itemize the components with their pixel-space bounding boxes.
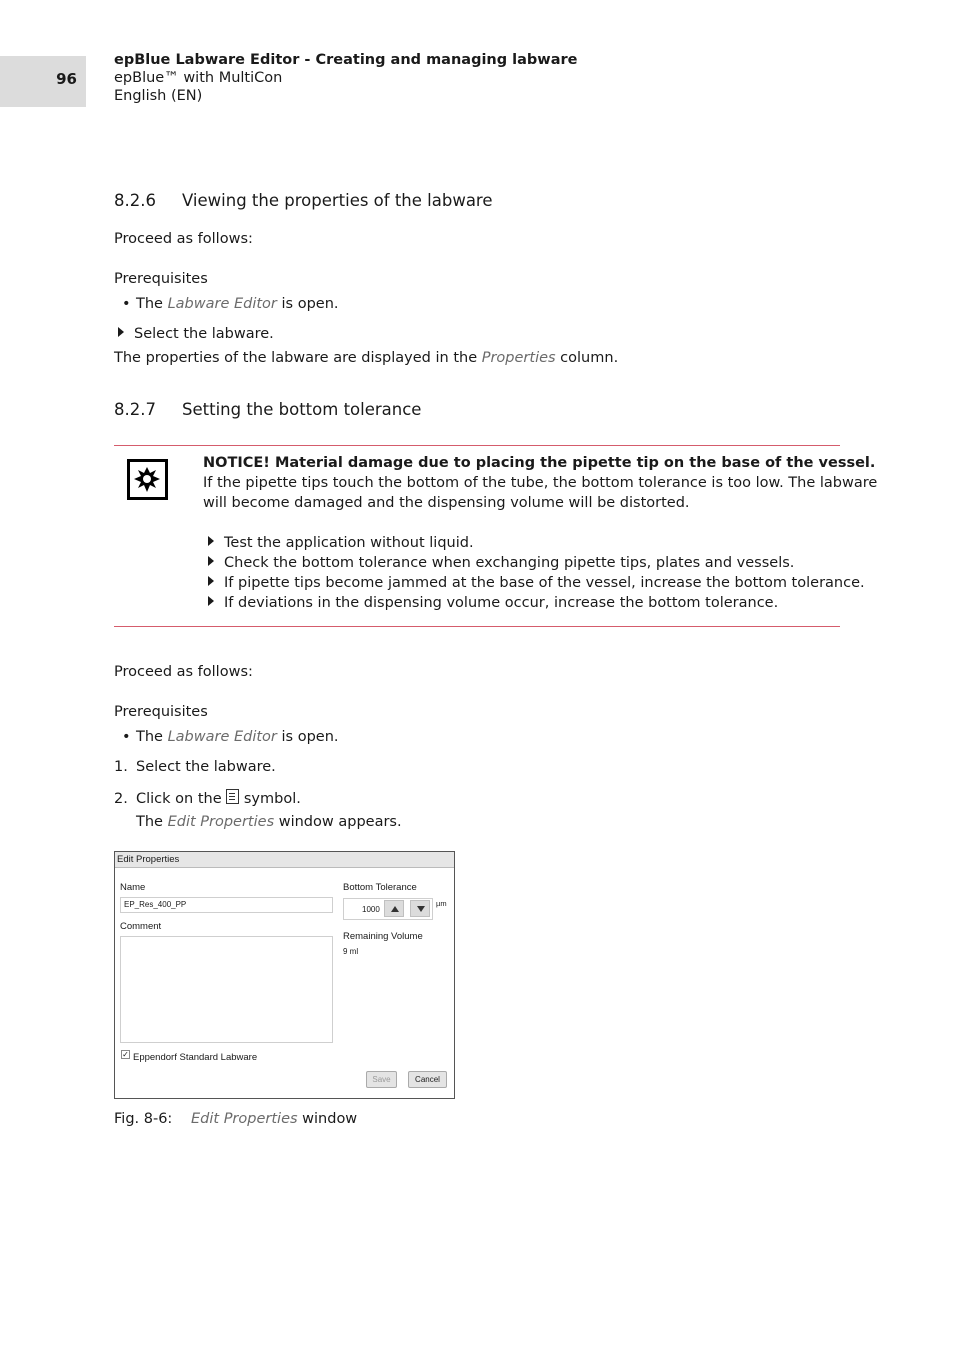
notice-text-line2: will become damaged and the dispensing volume will be distorted.: [203, 495, 690, 511]
triangle-bullet-icon: [208, 576, 214, 586]
bottom-tolerance-label: Bottom Tolerance: [343, 882, 417, 893]
edit-properties-window: [114, 851, 455, 1099]
notice-text-line1: If the pipette tips touch the bottom of the tube, the bottom tolerance is too low. The labware: [203, 475, 878, 491]
section-title: Viewing the properties of the labware: [182, 191, 493, 210]
notice-action: If pipette tips become jammed at the base of the vessel, increase the bottom tolerance.: [208, 575, 865, 591]
section-heading-826: [114, 191, 493, 210]
notice-action: Test the application without liquid.: [208, 535, 474, 551]
triangle-bullet-icon: [118, 327, 124, 337]
standard-labware-checkbox[interactable]: ✓: [122, 1050, 129, 1059]
standard-labware-label: Eppendorf Standard Labware: [133, 1052, 258, 1063]
cancel-button[interactable]: Cancel: [408, 1071, 447, 1088]
action-step: Select the labware.: [118, 326, 274, 342]
increase-button[interactable]: [384, 900, 404, 917]
step-result: The Edit Properties window appears.: [136, 814, 402, 830]
section-heading-827: [114, 400, 421, 419]
figure-number: Fig. 8-6:: [114, 1111, 173, 1127]
section-number: 8.2.6: [114, 191, 156, 210]
triangle-bullet-icon: [208, 596, 214, 606]
save-button[interactable]: Save: [366, 1071, 397, 1088]
prerequisites-label: Prerequisites: [114, 271, 208, 287]
remaining-volume-value: 9 ml: [343, 947, 359, 956]
bottom-tolerance-input[interactable]: 1000: [343, 898, 433, 920]
unit-label: µm: [436, 899, 447, 908]
triangle-bullet-icon: [208, 556, 214, 566]
result-text: The properties of the labware are displayed in the Properties column.: [114, 350, 619, 366]
decrease-button[interactable]: [410, 900, 430, 917]
page-number: 96: [56, 70, 77, 88]
proceed-text: Proceed as follows:: [114, 664, 253, 680]
prerequisite-item: • The Labware Editor is open.: [122, 729, 339, 745]
header-language: English (EN): [114, 88, 203, 104]
comment-label: Comment: [120, 921, 162, 932]
notice-bottom-rule: [114, 626, 840, 627]
material-damage-icon: [127, 459, 168, 500]
section-number: 8.2.7: [114, 400, 156, 419]
name-label: Name: [120, 882, 146, 893]
triangle-bullet-icon: [208, 536, 214, 546]
window-title: Edit Properties: [115, 852, 454, 868]
notice-heading: NOTICE! Material damage due to placing the pipette tip on the base of the vessel.: [203, 455, 876, 471]
comment-textarea[interactable]: [120, 936, 333, 1043]
proceed-text: Proceed as follows:: [114, 231, 253, 247]
notice-action: If deviations in the dispensing volume occur, increase the bottom tolerance.: [208, 595, 778, 611]
numbered-step-1: 1. Select the labware.: [114, 759, 276, 775]
notice-top-rule: [114, 445, 840, 446]
header-product: epBlue™ with MultiCon: [114, 70, 283, 86]
figure-caption: Fig. 8-6: Edit Properties window: [114, 1111, 358, 1127]
name-input[interactable]: EP_Res_400_PP: [120, 897, 333, 913]
remaining-volume-label: Remaining Volume: [343, 931, 423, 942]
header-title: epBlue Labware Editor - Creating and managing labware: [114, 52, 578, 68]
prerequisites-label: Prerequisites: [114, 704, 208, 720]
prerequisite-item: • The Labware Editor is open.: [122, 296, 339, 312]
section-title: Setting the bottom tolerance: [182, 400, 422, 419]
notice-action: Check the bottom tolerance when exchanging pipette tips, plates and vessels.: [208, 555, 794, 571]
numbered-step-2: 2. Click on the symbol.: [114, 791, 301, 807]
edit-properties-icon: [226, 789, 239, 804]
